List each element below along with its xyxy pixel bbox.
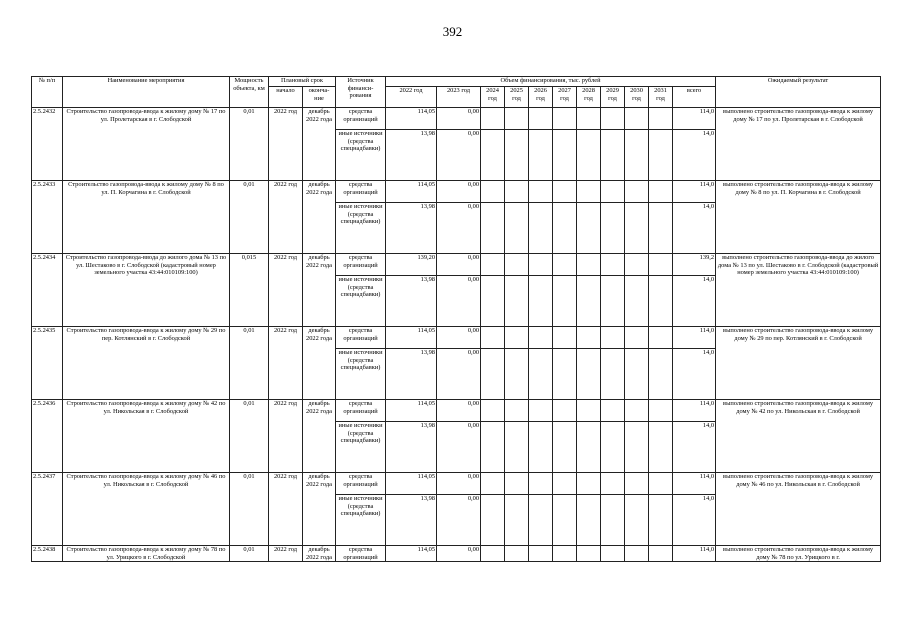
row-result: выполнено строительство газопровода-ввода к жилому дому № 29 по пер. Котлянский в г. Слободской <box>716 327 881 400</box>
header-funding: Объем финансирования, тыс. рублей <box>386 77 716 87</box>
row-result: выполнено строительство газопровода-ввода к жилому дому № 46 по ул. Никольская в г. Слободской <box>716 473 881 546</box>
row-start: 2022 год <box>269 254 303 327</box>
row-total: 139,2 <box>673 254 716 276</box>
row-empty-cell <box>553 546 577 562</box>
row-empty-cell <box>553 181 577 203</box>
row-empty-cell <box>529 276 553 327</box>
row-end: декабрь 2022 года <box>303 108 336 181</box>
row-total: 14,0 <box>673 203 716 254</box>
row-total: 114,0 <box>673 473 716 495</box>
row-total: 114,0 <box>673 181 716 203</box>
header-total: всего <box>673 87 716 108</box>
row-empty-cell <box>529 422 553 473</box>
row-end: декабрь 2022 года <box>303 473 336 546</box>
row-total: 114,0 <box>673 327 716 349</box>
row-empty-cell <box>505 327 529 349</box>
row-name: Строительство газопровода-ввода к жилому дому № 42 по ул. Никольская в г. Слободской <box>63 400 230 473</box>
row-empty-cell <box>577 495 601 546</box>
row-empty-cell <box>481 422 505 473</box>
row-empty-cell <box>601 108 625 130</box>
header-year-2023: 2023 год <box>437 87 481 108</box>
row-power: 0,01 <box>230 181 269 254</box>
row-empty-cell <box>481 400 505 422</box>
row-value-2023: 0,00 <box>437 495 481 546</box>
row-value-2022: 13,98 <box>386 203 437 254</box>
table-row <box>32 473 881 495</box>
row-empty-cell <box>481 203 505 254</box>
header-name: Наименование мероприятия <box>63 77 230 108</box>
row-empty-cell <box>625 422 649 473</box>
row-value-2023: 0,00 <box>437 108 481 130</box>
row-value-2023: 0,00 <box>437 422 481 473</box>
row-empty-cell <box>505 254 529 276</box>
row-value-2022: 114,05 <box>386 108 437 130</box>
row-empty-cell <box>577 254 601 276</box>
row-start: 2022 год <box>269 546 303 562</box>
row-empty-cell <box>529 108 553 130</box>
row-empty-cell <box>601 546 625 562</box>
row-value-2022: 13,98 <box>386 130 437 181</box>
row-value-2023: 0,00 <box>437 203 481 254</box>
row-total: 114,0 <box>673 400 716 422</box>
row-empty-cell <box>529 327 553 349</box>
row-empty-cell <box>529 130 553 181</box>
row-name: Строительство газопровода-ввода к жилому дому № 46 по ул. Никольская в г. Слободской <box>63 473 230 546</box>
row-empty-cell <box>553 254 577 276</box>
row-result: выполнено строительство газопровода-ввода к жилому дому № 8 по ул. П. Корчагина в г. Слободской <box>716 181 881 254</box>
header-year-2027: 2027 год <box>553 87 577 108</box>
row-total: 14,0 <box>673 276 716 327</box>
row-value-2022: 13,98 <box>386 349 437 400</box>
row-source: иные источники (средства спецнадбавки) <box>336 349 386 400</box>
row-empty-cell <box>505 495 529 546</box>
row-end: декабрь 2022 года <box>303 546 336 562</box>
row-empty-cell <box>553 276 577 327</box>
row-empty-cell <box>577 349 601 400</box>
row-empty-cell <box>529 349 553 400</box>
row-empty-cell <box>649 254 673 276</box>
row-code: 2.5.2438 <box>32 546 63 562</box>
row-empty-cell <box>505 276 529 327</box>
row-empty-cell <box>529 400 553 422</box>
row-empty-cell <box>649 181 673 203</box>
row-empty-cell <box>625 130 649 181</box>
row-value-2022: 114,05 <box>386 473 437 495</box>
row-total: 14,0 <box>673 422 716 473</box>
row-name: Строительство газопровода-ввода к жилому дому № 29 по пер. Котлянский в г. Слободской <box>63 327 230 400</box>
row-empty-cell <box>625 327 649 349</box>
header-power: Мощность объекта, км <box>230 77 269 108</box>
row-empty-cell <box>649 203 673 254</box>
row-name: Строительство газопровода-ввода к жилому дому № 17 по ул. Пролетарская в г. Слободской <box>63 108 230 181</box>
row-empty-cell <box>481 327 505 349</box>
row-value-2023: 0,00 <box>437 349 481 400</box>
row-value-2022: 114,05 <box>386 400 437 422</box>
row-value-2022: 114,05 <box>386 181 437 203</box>
table-row <box>32 254 881 276</box>
row-empty-cell <box>481 495 505 546</box>
funding-table <box>31 76 881 562</box>
row-empty-cell <box>481 276 505 327</box>
row-empty-cell <box>481 181 505 203</box>
row-empty-cell <box>601 473 625 495</box>
row-empty-cell <box>505 422 529 473</box>
row-result: выполнено строительство газопровода-ввода до жилого дома № 13 по ул. Шестаково в г. Слободской (кадастровый номер земельного участка 43:44:010109:100) <box>716 254 881 327</box>
row-code: 2.5.2434 <box>32 254 63 327</box>
row-empty-cell <box>505 400 529 422</box>
row-empty-cell <box>529 546 553 562</box>
row-empty-cell <box>601 400 625 422</box>
row-value-2023: 0,00 <box>437 473 481 495</box>
row-empty-cell <box>625 203 649 254</box>
row-source: средства организаций <box>336 473 386 495</box>
row-power: 0,01 <box>230 473 269 546</box>
row-empty-cell <box>601 181 625 203</box>
row-empty-cell <box>649 276 673 327</box>
row-empty-cell <box>577 181 601 203</box>
row-source: средства организаций <box>336 254 386 276</box>
header-result: Ожидаемый результат <box>716 77 881 108</box>
row-empty-cell <box>625 181 649 203</box>
row-total: 114,0 <box>673 108 716 130</box>
row-empty-cell <box>625 400 649 422</box>
row-empty-cell <box>577 327 601 349</box>
row-value-2022: 13,98 <box>386 422 437 473</box>
table-row <box>32 327 881 349</box>
row-empty-cell <box>553 473 577 495</box>
row-empty-cell <box>505 108 529 130</box>
row-code: 2.5.2437 <box>32 473 63 546</box>
header-year-2029: 2029 год <box>601 87 625 108</box>
header-num: № п/п <box>32 77 63 108</box>
row-empty-cell <box>625 254 649 276</box>
row-total: 114,0 <box>673 546 716 562</box>
row-empty-cell <box>625 546 649 562</box>
row-empty-cell <box>649 108 673 130</box>
row-empty-cell <box>577 422 601 473</box>
row-value-2023: 0,00 <box>437 400 481 422</box>
row-empty-cell <box>481 108 505 130</box>
row-empty-cell <box>481 473 505 495</box>
row-empty-cell <box>505 203 529 254</box>
row-value-2022: 139,20 <box>386 254 437 276</box>
row-empty-cell <box>601 327 625 349</box>
row-empty-cell <box>601 254 625 276</box>
row-empty-cell <box>577 108 601 130</box>
row-empty-cell <box>505 546 529 562</box>
row-empty-cell <box>481 254 505 276</box>
row-empty-cell <box>529 254 553 276</box>
row-empty-cell <box>577 473 601 495</box>
row-value-2023: 0,00 <box>437 254 481 276</box>
header-year-2030: 2030 год <box>625 87 649 108</box>
header-year-2028: 2028 год <box>577 87 601 108</box>
row-empty-cell <box>577 203 601 254</box>
row-value-2023: 0,00 <box>437 546 481 562</box>
row-name: Строительство газопровода-ввода к жилому дому № 8 по ул. П. Корчагина в г. Слободской <box>63 181 230 254</box>
row-power: 0,01 <box>230 327 269 400</box>
row-empty-cell <box>553 203 577 254</box>
row-empty-cell <box>577 130 601 181</box>
row-source: иные источники (средства спецнадбавки) <box>336 422 386 473</box>
row-value-2023: 0,00 <box>437 130 481 181</box>
row-start: 2022 год <box>269 181 303 254</box>
row-empty-cell <box>481 349 505 400</box>
table-row <box>32 546 881 562</box>
row-value-2023: 0,00 <box>437 181 481 203</box>
header-year-2025: 2025 год <box>505 87 529 108</box>
row-code: 2.5.2436 <box>32 400 63 473</box>
row-source: иные источники (средства спецнадбавки) <box>336 276 386 327</box>
header-year-2031: 2031 год <box>649 87 673 108</box>
row-total: 14,0 <box>673 349 716 400</box>
header-source: Источник финанси-рования <box>336 77 386 108</box>
table-row <box>32 400 881 422</box>
row-empty-cell <box>553 400 577 422</box>
row-empty-cell <box>505 349 529 400</box>
row-source: иные источники (средства спецнадбавки) <box>336 130 386 181</box>
row-source: иные источники (средства спецнадбавки) <box>336 203 386 254</box>
row-empty-cell <box>649 495 673 546</box>
row-empty-cell <box>577 546 601 562</box>
row-empty-cell <box>601 495 625 546</box>
row-name: Строительство газопровода-ввода к жилому дому № 78 по ул. Урицкого в г. Слободской <box>63 546 230 562</box>
row-empty-cell <box>505 473 529 495</box>
row-total: 14,0 <box>673 130 716 181</box>
row-empty-cell <box>649 473 673 495</box>
row-end: декабрь 2022 года <box>303 400 336 473</box>
row-code: 2.5.2433 <box>32 181 63 254</box>
row-code: 2.5.2432 <box>32 108 63 181</box>
row-empty-cell <box>553 108 577 130</box>
row-empty-cell <box>601 276 625 327</box>
row-empty-cell <box>481 130 505 181</box>
row-empty-cell <box>529 495 553 546</box>
row-source: средства организаций <box>336 400 386 422</box>
row-end: декабрь 2022 года <box>303 327 336 400</box>
row-empty-cell <box>601 203 625 254</box>
row-power: 0,015 <box>230 254 269 327</box>
page-number: 392 <box>442 24 463 39</box>
row-end: декабрь 2022 года <box>303 181 336 254</box>
row-start: 2022 год <box>269 473 303 546</box>
row-source: средства организаций <box>336 546 386 562</box>
header-plan: Плановый срок <box>269 77 336 87</box>
row-empty-cell <box>553 495 577 546</box>
row-total: 14,0 <box>673 495 716 546</box>
row-empty-cell <box>649 422 673 473</box>
row-name: Строительство газопровода-ввода до жилого дома № 13 по ул. Шестаково в г. Слободской (кадастровый номер земельного участка 43:44:010109:100) <box>63 254 230 327</box>
row-source: иные источники (средства спецнадбавки) <box>336 495 386 546</box>
row-value-2022: 13,98 <box>386 495 437 546</box>
row-empty-cell <box>601 349 625 400</box>
row-value-2022: 13,98 <box>386 276 437 327</box>
row-result: выполнено строительство газопровода-ввода к жилому дому № 78 по ул. Урицкого в г. <box>716 546 881 562</box>
row-empty-cell <box>649 327 673 349</box>
row-empty-cell <box>601 422 625 473</box>
row-empty-cell <box>625 349 649 400</box>
row-empty-cell <box>529 473 553 495</box>
row-empty-cell <box>529 181 553 203</box>
row-empty-cell <box>529 203 553 254</box>
header-plan-end: оконча-ние <box>303 87 336 108</box>
row-empty-cell <box>505 181 529 203</box>
row-empty-cell <box>577 276 601 327</box>
row-source: средства организаций <box>336 108 386 130</box>
row-empty-cell <box>625 108 649 130</box>
row-empty-cell <box>649 130 673 181</box>
row-power: 0,01 <box>230 108 269 181</box>
row-empty-cell <box>625 495 649 546</box>
row-power: 0,01 <box>230 546 269 562</box>
row-result: выполнено строительство газопровода-ввода к жилому дому № 17 по ул. Пролетарская в г. Слободской <box>716 108 881 181</box>
row-source: средства организаций <box>336 327 386 349</box>
row-empty-cell <box>649 349 673 400</box>
row-code: 2.5.2435 <box>32 327 63 400</box>
row-end: декабрь 2022 года <box>303 254 336 327</box>
row-empty-cell <box>481 546 505 562</box>
row-result: выполнено строительство газопровода-ввода к жилому дому № 42 по ул. Никольская в г. Слободской <box>716 400 881 473</box>
row-empty-cell <box>625 276 649 327</box>
row-value-2022: 114,05 <box>386 327 437 349</box>
table-row <box>32 108 881 130</box>
header-year-2022: 2022 год <box>386 87 437 108</box>
row-empty-cell <box>505 130 529 181</box>
row-start: 2022 год <box>269 400 303 473</box>
row-value-2022: 114,05 <box>386 546 437 562</box>
row-empty-cell <box>553 422 577 473</box>
row-start: 2022 год <box>269 327 303 400</box>
table-body <box>32 108 881 562</box>
row-source: средства организаций <box>336 181 386 203</box>
row-empty-cell <box>577 400 601 422</box>
row-empty-cell <box>649 546 673 562</box>
row-empty-cell <box>553 130 577 181</box>
header-plan-start: начало <box>269 87 303 108</box>
header-year-2026: 2026 год <box>529 87 553 108</box>
row-empty-cell <box>553 327 577 349</box>
row-value-2023: 0,00 <box>437 276 481 327</box>
row-value-2023: 0,00 <box>437 327 481 349</box>
row-start: 2022 год <box>269 108 303 181</box>
header-year-2024: 2024 год <box>481 87 505 108</box>
row-empty-cell <box>649 400 673 422</box>
row-empty-cell <box>553 349 577 400</box>
row-empty-cell <box>601 130 625 181</box>
row-power: 0,01 <box>230 400 269 473</box>
table-row <box>32 181 881 203</box>
row-empty-cell <box>625 473 649 495</box>
